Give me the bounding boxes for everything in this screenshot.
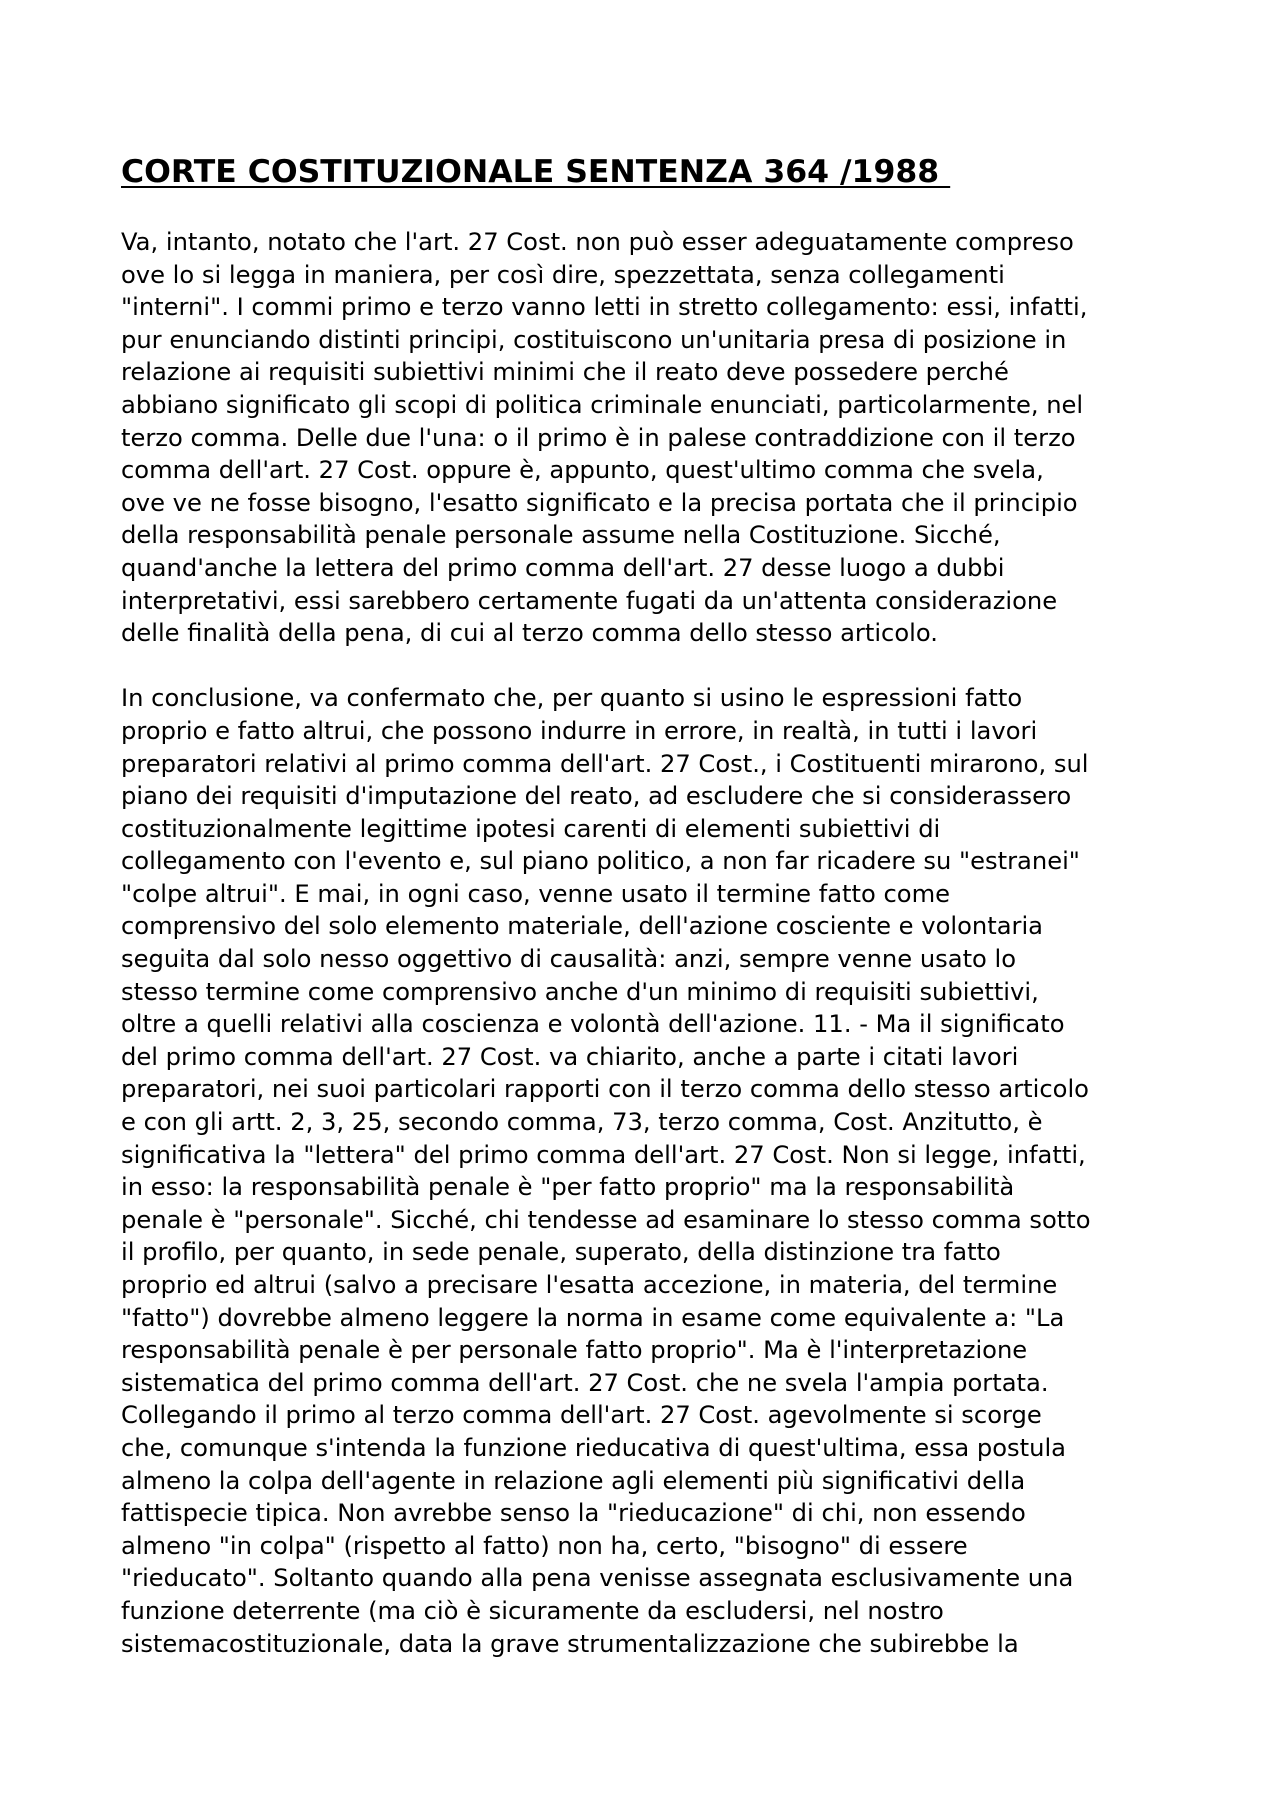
text-line: funzione deterrente (ma ciò è sicuramente da escludersi, nel nostro (121, 1596, 944, 1625)
text-line: proprio e fatto altrui, che possono indurre in errore, in realtà, in tutti i lavori (121, 716, 1038, 745)
text-line: in esso: la responsabilità penale è "per fatto proprio" ma la responsabilità (121, 1173, 1015, 1202)
text-line: collegamento con l'evento e, sul piano politico, a non far ricadere su "estranei" (121, 847, 1080, 876)
text-line: ove lo si legga in maniera, per così dire, spezzettata, senza collegamenti (121, 260, 1005, 289)
text-line: "fatto") dovrebbe almeno leggere la norma in esame come equivalente a: "La (121, 1303, 1065, 1332)
text-line: stesso termine come comprensivo anche d'un minimo di requisiti subiettivi, (121, 977, 1039, 1006)
text-line: fattispecie tipica. Non avrebbe senso la "rieducazione" di chi, non essendo (121, 1499, 1026, 1528)
text-line: preparatori relativi al primo comma dell'art. 27 Cost., i Costituenti mirarono, sul (121, 749, 1089, 778)
text-line: comma dell'art. 27 Cost. oppure è, appunto, quest'ultimo comma che svela, (121, 456, 1044, 485)
text-line: ove ve ne fosse bisogno, l'esatto significato e la precisa portata che il principio (121, 488, 1078, 517)
text-line: pur enunciando distinti principi, costituiscono un'unitaria presa di posizione in (121, 325, 1067, 354)
text-line: delle finalità della pena, di cui al terzo comma dello stesso articolo. (121, 619, 938, 648)
text-line: In conclusione, va confermato che, per quanto si usino le espressioni fatto (121, 684, 1023, 713)
text-line: preparatori, nei suoi particolari rapporti con il terzo comma dello stesso articolo (121, 1075, 1089, 1104)
text-line: quand'anche la lettera del primo comma dell'art. 27 desse luogo a dubbi (121, 553, 1005, 582)
text-line: penale è "personale". Sicché, chi tendesse ad esaminare lo stesso comma sotto (121, 1205, 1091, 1234)
text-line: Va, intanto, notato che l'art. 27 Cost. non può esser adeguatamente compreso (121, 228, 1074, 256)
text-line: piano dei requisiti d'imputazione del reato, ad escludere che si considerassero (121, 782, 1072, 811)
text-line: oltre a quelli relativi alla coscienza e volontà dell'azione. 11. - Ma il significato (121, 1010, 1065, 1039)
text-line: significativa la "lettera" del primo comma dell'art. 27 Cost. Non si legge, infatti, (121, 1140, 1086, 1169)
text-line: relazione ai requisiti subiettivi minimi che il reato deve possedere perché (121, 358, 1009, 387)
text-line: almeno la colpa dell'agente in relazione agli elementi più significativi della (121, 1466, 1026, 1495)
text-line: responsabilità penale è per personale fatto proprio". Ma è l'interpretazione (121, 1336, 1028, 1365)
text-line: abbiano significato gli scopi di politica criminale enunciati, particolarmente, nel (121, 390, 1084, 419)
text-line: e con gli artt. 2, 3, 25, secondo comma, 73, terzo comma, Cost. Anzitutto, è (121, 1108, 1043, 1137)
document-title: CORTE COSTITUZIONALE SENTENZA 364 /1988 (121, 154, 951, 190)
text-line: il profilo, per quanto, in sede penale, superato, della distinzione tra fatto (121, 1238, 1001, 1267)
text-line: costituzionalmente legittime ipotesi carenti di elementi subiettivi di (121, 814, 941, 843)
paragraph-2 (121, 682, 1181, 1660)
paragraph-1 (121, 226, 1181, 650)
text-line: "rieducato". Soltanto quando alla pena venisse assegnata esclusivamente una (121, 1564, 1074, 1593)
text-line: che, comunque s'intenda la funzione rieducativa di quest'ultima, essa postula (121, 1433, 1066, 1462)
text-line: del primo comma dell'art. 27 Cost. va chiarito, anche a parte i citati lavori (121, 1042, 1019, 1071)
text-line: almeno "in colpa" (rispetto al fatto) non ha, certo, "bisogno" di essere (121, 1531, 968, 1560)
text-line: seguita dal solo nesso oggettivo di causalità: anzi, sempre venne usato lo (121, 945, 1017, 974)
document-page (121, 152, 1181, 1660)
text-line: della responsabilità penale personale assume nella Costituzione. Sicché, (121, 521, 1001, 550)
text-line: sistematica del primo comma dell'art. 27 Cost. che ne svela l'ampia portata. (121, 1368, 1049, 1397)
text-line: Collegando il primo al terzo comma dell'art. 27 Cost. agevolmente si scorge (121, 1401, 1042, 1430)
text-line: "interni". I commi primo e terzo vanno letti in stretto collegamento: essi, infatti, (121, 293, 1088, 322)
text-line: proprio ed altrui (salvo a precisare l'esatta accezione, in materia, del termine (121, 1271, 1058, 1299)
text-line: sistemacostituzionale, data la grave strumentalizzazione che subirebbe la (121, 1629, 1019, 1658)
text-line: comprensivo del solo elemento materiale, dell'azione cosciente e volontaria (121, 912, 1044, 941)
text-line: terzo comma. Delle due l'una: o il primo è in palese contraddizione con il terzo (121, 423, 1076, 452)
text-line: "colpe altrui". E mai, in ogni caso, venne usato il termine fatto come (121, 879, 951, 908)
text-line: interpretativi, essi sarebbero certamente fugati da un'attenta considerazione (121, 586, 1058, 615)
